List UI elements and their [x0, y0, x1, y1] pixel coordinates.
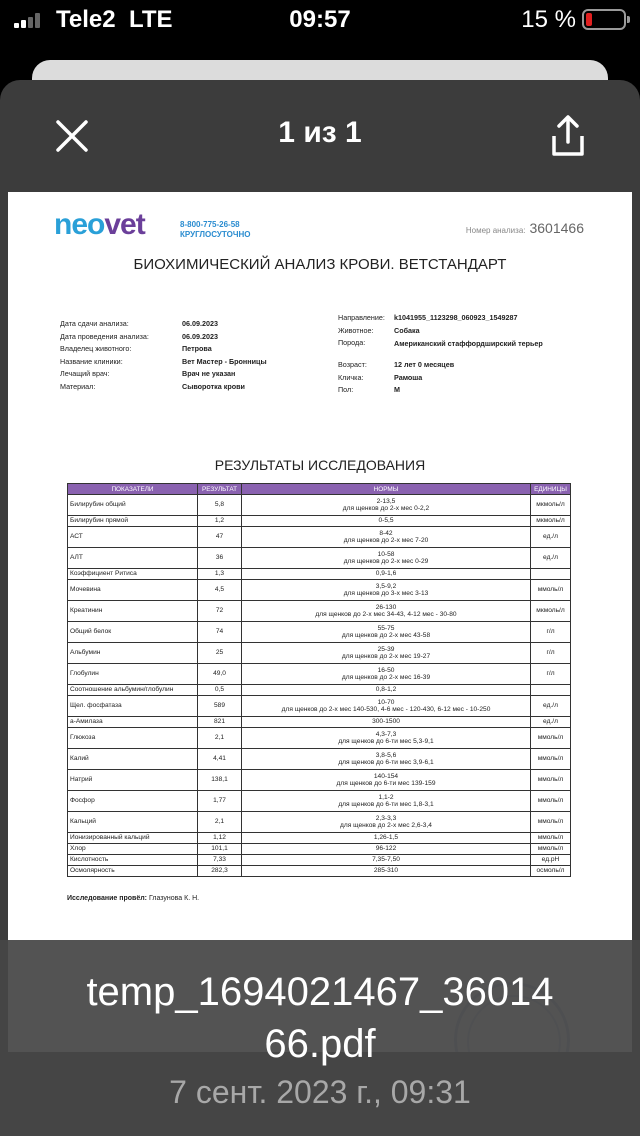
- unit: мкмоль/л: [531, 601, 571, 622]
- result-value: 1,77: [198, 791, 242, 812]
- unit: ммоль/л: [531, 791, 571, 812]
- table-row: [68, 495, 571, 516]
- norm-range: 285-310: [242, 866, 531, 877]
- table-row: [68, 548, 571, 569]
- indicator-name: Коэффициент Ритиса: [68, 569, 198, 580]
- analysis-number: Номер анализа: 3601466: [465, 220, 584, 236]
- result-value: 47: [198, 527, 242, 548]
- unit: ммоль/л: [531, 844, 571, 855]
- file-name: temp_1694021467_36014 66.pdf: [86, 970, 554, 1066]
- indicator-name: Калий: [68, 749, 198, 770]
- results-table: [67, 483, 571, 877]
- norm-range: 26-130 для щенков до 2-х мес 34-43, 4-12 мес - 30-80: [242, 601, 531, 622]
- norm-range: 96-122: [242, 844, 531, 855]
- unit: [531, 569, 571, 580]
- table-row: [68, 643, 571, 664]
- table-row: [68, 696, 571, 717]
- patient-info-left: Дата сдачи анализа: 06.09.2023 Дата проведения анализа: 06.09.2023 Владелец животного: Петрова Название клиники: Вет Мастер - Бронницы Лечащий врач: Врач не указан Материал: Сыворотка крови: [60, 319, 267, 391]
- indicator-name: Креатинин: [68, 601, 198, 622]
- table-row: [68, 569, 571, 580]
- table-row: [68, 833, 571, 844]
- indicator-name: АСТ: [68, 527, 198, 548]
- norm-range: 10-70 для щенков до 2-х мес 140-530, 4-6 мес - 120-430, 6-12 мес - 10-250: [242, 696, 531, 717]
- result-value: 36: [198, 548, 242, 569]
- column-header: ПОКАЗАТЕЛИ: [68, 484, 198, 495]
- document-title: БИОХИМИЧЕСКИЙ АНАЛИЗ КРОВИ. ВЕТСТАНДАРТ: [133, 256, 507, 273]
- results-title: РЕЗУЛЬТАТЫ ИССЛЕДОВАНИЯ: [214, 457, 426, 473]
- unit: ед./л: [531, 717, 571, 728]
- clock: 09:57: [289, 6, 351, 33]
- indicator-name: Осмолярность: [68, 866, 198, 877]
- unit: г/л: [531, 622, 571, 643]
- indicator-name: Хлор: [68, 844, 198, 855]
- file-date: 7 сент. 2023 г., 09:31: [169, 1074, 471, 1110]
- document-viewer: [0, 80, 640, 1136]
- file-info-panel: [0, 940, 640, 1136]
- indicator-name: Кислотность: [68, 855, 198, 866]
- neovet-logo: neovet: [54, 208, 145, 241]
- result-value: 1,3: [198, 569, 242, 580]
- column-header: НОРМЫ: [242, 484, 531, 495]
- unit: осмоль/л: [531, 866, 571, 877]
- unit: ммоль/л: [531, 812, 571, 833]
- unit: ммоль/л: [531, 770, 571, 791]
- unit: мкмоль/л: [531, 516, 571, 527]
- result-value: 25: [198, 643, 242, 664]
- result-value: 0,5: [198, 685, 242, 696]
- result-value: 49,0: [198, 664, 242, 685]
- unit: ед.pH: [531, 855, 571, 866]
- indicator-name: Натрий: [68, 770, 198, 791]
- norm-range: 8-42 для щенков до 2-х мес 7-20: [242, 527, 531, 548]
- result-value: 2,1: [198, 728, 242, 749]
- table-row: [68, 622, 571, 643]
- unit: ммоль/л: [531, 833, 571, 844]
- carrier-label: Tele2 LTE: [56, 6, 173, 33]
- battery-percent: 15 %: [521, 6, 576, 33]
- table-row: [68, 717, 571, 728]
- norm-range: 1,26-1,5: [242, 833, 531, 844]
- page-counter: 1 из 1: [278, 116, 362, 149]
- table-row: [68, 516, 571, 527]
- unit: мкмоль/л: [531, 495, 571, 516]
- norm-range: 10-58 для щенков до 2-х мес 0-29: [242, 548, 531, 569]
- table-row: [68, 580, 571, 601]
- result-value: 821: [198, 717, 242, 728]
- pdf-page[interactable]: [8, 192, 632, 1052]
- result-value: 2,1: [198, 812, 242, 833]
- battery-icon: [582, 9, 626, 30]
- table-row: [68, 685, 571, 696]
- result-value: 4,41: [198, 749, 242, 770]
- table-row: [68, 844, 571, 855]
- indicator-name: Общий белок: [68, 622, 198, 643]
- unit: ммоль/л: [531, 749, 571, 770]
- result-value: 72: [198, 601, 242, 622]
- unit: ед./л: [531, 696, 571, 717]
- norm-range: 140-154 для щенков до 6-ти мес 139-159: [242, 770, 531, 791]
- indicator-name: Глюкоза: [68, 728, 198, 749]
- share-icon: [548, 114, 588, 158]
- table-row: [68, 601, 571, 622]
- table-row: [68, 791, 571, 812]
- norm-range: 300-1500: [242, 717, 531, 728]
- norm-range: 55-75 для щенков до 2-х мес 43-58: [242, 622, 531, 643]
- indicator-name: Кальций: [68, 812, 198, 833]
- norm-range: 3,8-5,6 для щенков до 6-ти мес 3,9-6,1: [242, 749, 531, 770]
- norm-range: 2,3-3,3 для щенков до 2-х мес 2,6-3,4: [242, 812, 531, 833]
- indicator-name: а-Амилаза: [68, 717, 198, 728]
- norm-range: 1,1-2 для щенков до 6-ти мес 1,8-3,1: [242, 791, 531, 812]
- result-value: 589: [198, 696, 242, 717]
- norm-range: 7,35-7,50: [242, 855, 531, 866]
- indicator-name: Глобулин: [68, 664, 198, 685]
- norm-range: 0,8-1,2: [242, 685, 531, 696]
- indicator-name: Ионизированный кальций: [68, 833, 198, 844]
- table-row: [68, 855, 571, 866]
- result-value: 7,33: [198, 855, 242, 866]
- unit: ммоль/л: [531, 580, 571, 601]
- unit: г/л: [531, 664, 571, 685]
- result-value: 74: [198, 622, 242, 643]
- patient-info-right: Направление: k1041955_1123298_060923_1549287 Животное: Собака Порода: Американский стаффордширский терьер Возраст: 12 лет 0 месяцев Кличка: Рамоша Пол: М: [338, 313, 543, 395]
- norm-range: 16-50 для щенков до 2-х мес 16-39: [242, 664, 531, 685]
- norm-range: 4,3-7,3 для щенков до 6-ти мес 5,3-9,1: [242, 728, 531, 749]
- table-row: [68, 527, 571, 548]
- result-value: 1,2: [198, 516, 242, 527]
- table-row: [68, 812, 571, 833]
- indicator-name: Билирубин общий: [68, 495, 198, 516]
- table-row: [68, 866, 571, 877]
- unit: г/л: [531, 643, 571, 664]
- table-row: [68, 770, 571, 791]
- column-header: РЕЗУЛЬТАТ: [198, 484, 242, 495]
- network-type: LTE: [128, 6, 173, 33]
- unit: ед./л: [531, 548, 571, 569]
- result-value: 101,1: [198, 844, 242, 855]
- indicator-name: Фосфор: [68, 791, 198, 812]
- unit: ед./л: [531, 527, 571, 548]
- table-row: [68, 728, 571, 749]
- share-button[interactable]: [548, 114, 588, 158]
- table-row: [68, 664, 571, 685]
- norm-range: 3,5-9,2 для щенков до 3-х мес 3-13: [242, 580, 531, 601]
- column-header: ЕДИНИЦЫ: [531, 484, 571, 495]
- result-value: 5,8: [198, 495, 242, 516]
- result-value: 4,5: [198, 580, 242, 601]
- indicator-name: Соотношение альбумин/глобулин: [68, 685, 198, 696]
- clinic-phone: 8-800-775-26-58 КРУГЛОСУТОЧНО: [180, 220, 251, 239]
- unit: [531, 685, 571, 696]
- norm-range: 0-5,5: [242, 516, 531, 527]
- table-row: [68, 749, 571, 770]
- indicator-name: Щел. фосфатаза: [68, 696, 198, 717]
- signed-by: Исследование провёл: Глазунова К. Н.: [67, 895, 200, 902]
- indicator-name: Билирубин прямой: [68, 516, 198, 527]
- norm-range: 2-13,5 для щенков до 2-х мес 0-2,2: [242, 495, 531, 516]
- result-value: 138,1: [198, 770, 242, 791]
- indicator-name: АЛТ: [68, 548, 198, 569]
- indicator-name: Мочевина: [68, 580, 198, 601]
- unit: ммоль/л: [531, 728, 571, 749]
- status-bar: [0, 0, 640, 40]
- result-value: 1,12: [198, 833, 242, 844]
- indicator-name: Альбумин: [68, 643, 198, 664]
- norm-range: 0,9-1,6: [242, 569, 531, 580]
- result-value: 282,3: [198, 866, 242, 877]
- norm-range: 25-39 для щенков до 2-х мес 19-27: [242, 643, 531, 664]
